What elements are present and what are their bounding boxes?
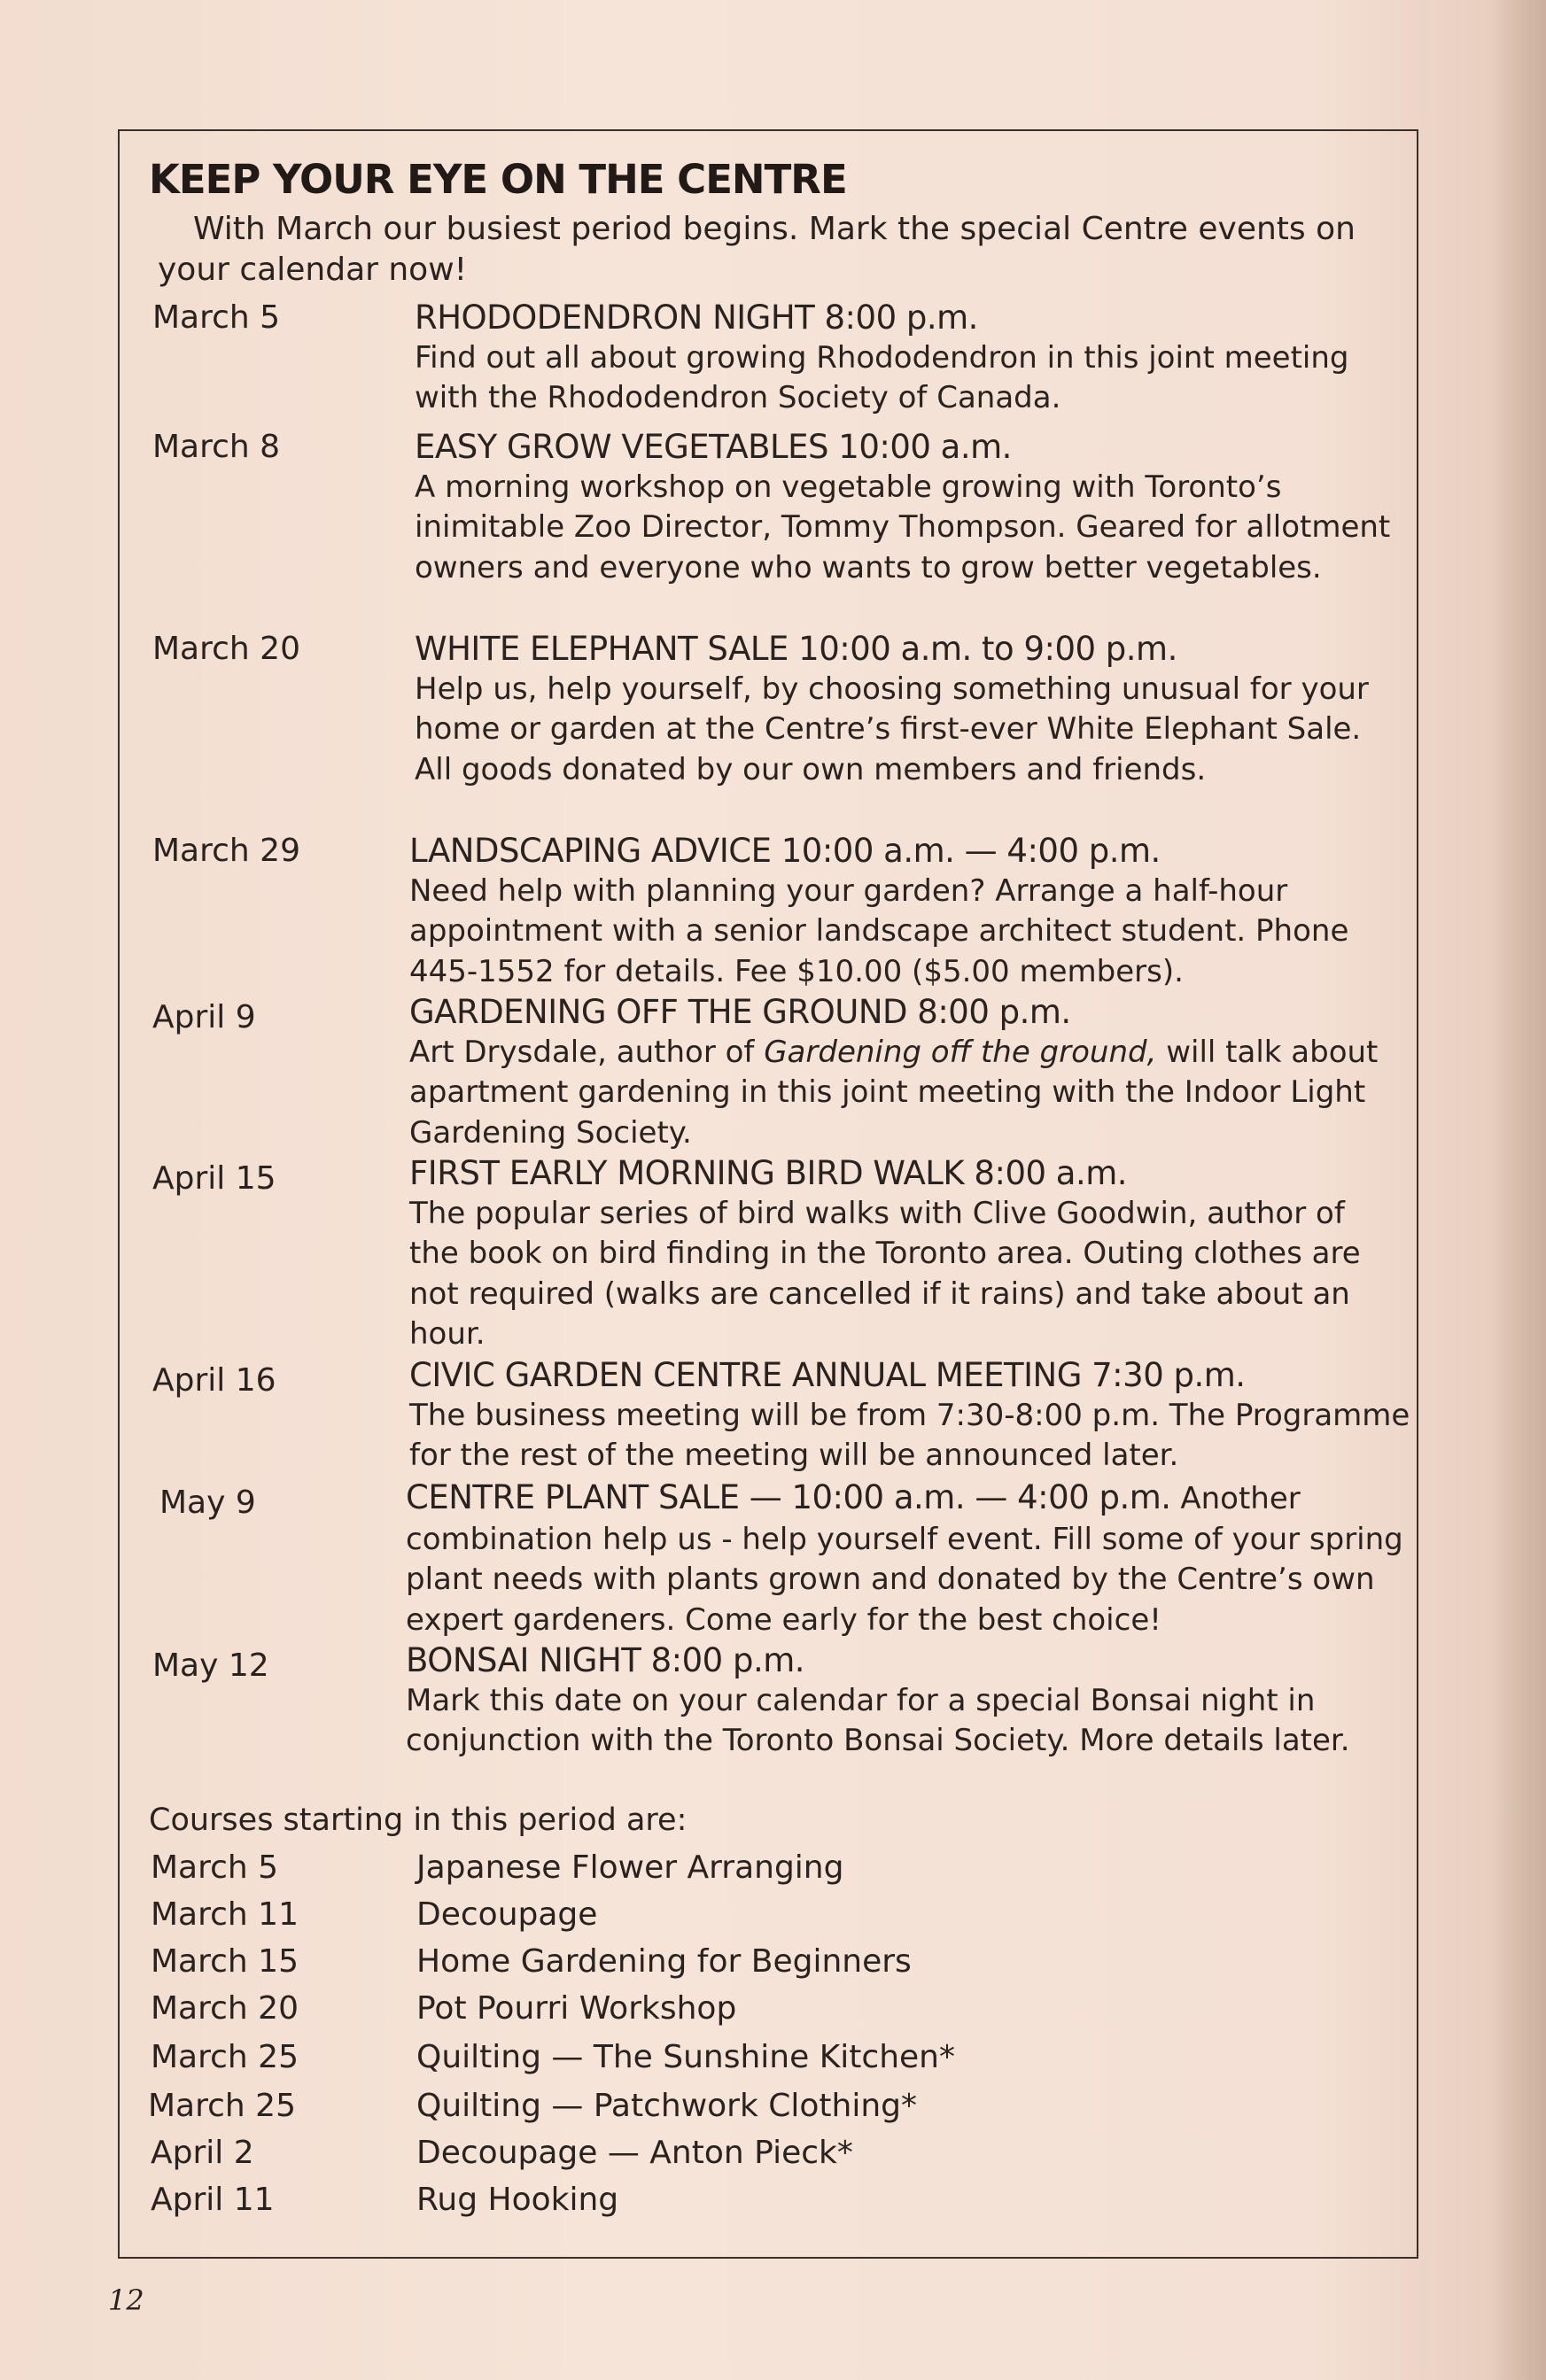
course-date: March 25	[148, 2088, 296, 2124]
course-date: March 5	[151, 1849, 279, 1886]
course-name: Home Gardening for Beginners	[416, 1943, 912, 1980]
page-title: KEEP YOUR EYE ON THE CENTRE	[149, 156, 847, 203]
page-number: 12	[108, 2283, 144, 2317]
event-date: March 20	[152, 631, 300, 667]
event-description: Need help with planning your garden? Arrange a half-hour appointment with a senior landscape architect student. Phone 445-1552 for details. Fee $10.00 ($5.00 members).	[409, 872, 1349, 989]
event-body	[409, 831, 1402, 992]
event-description: The popular series of bird walks with Clive Goodwin, author of the book on bird finding in the Toronto area. Outing clothes are not required (walks are cancelled if it rains) and take about an hour.	[409, 1195, 1361, 1352]
course-name: Rug Hooking	[416, 2182, 619, 2218]
event-body	[415, 629, 1407, 790]
event-date: April 16	[152, 1362, 276, 1399]
course-name: Decoupage	[416, 1896, 598, 1933]
event-date: May 9	[159, 1485, 256, 1521]
description-text: will talk about apartment gardening in this joint meeting with the Indoor Light Gardening Society.	[409, 1034, 1379, 1151]
event-body	[406, 1477, 1425, 1640]
course-date: March 15	[151, 1943, 299, 1980]
event-heading: RHODODENDRON NIGHT 8:00 p.m.	[415, 298, 978, 337]
event-body	[406, 1640, 1425, 1762]
course-date: April 2	[151, 2135, 254, 2171]
event-date: March 8	[152, 429, 281, 465]
event-heading: CENTRE PLANT SALE — 10:00 a.m. — 4:00 p.m.	[406, 1478, 1171, 1516]
course-date: March 11	[151, 1896, 299, 1933]
event-body	[409, 1153, 1402, 1355]
event-date: March 5	[152, 299, 281, 336]
event-description: A morning workshop on vegetable growing with Toronto’s inimitable Zoo Director, Tommy Thompson. Geared for allotment owners and everyone who wants to grow better vegetables.	[415, 469, 1391, 585]
event-description: The business meeting will be from 7:30-8:00 p.m. The Programme for the rest of the meeting will be announced later.	[409, 1397, 1410, 1473]
course-date: April 11	[151, 2182, 275, 2218]
course-name: Japanese Flower Arranging	[416, 1849, 844, 1886]
event-description: Help us, help yourself, by choosing something unusual for your home or garden at the Centre’s first-ever White Elephant Sale. All goods donated by our own members and friends.	[415, 671, 1369, 787]
event-date: April 9	[152, 999, 256, 1035]
course-name: Quilting — Patchwork Clothing*	[416, 2088, 918, 2124]
event-date: April 15	[152, 1160, 276, 1197]
courses-intro: Courses starting in this period are:	[149, 1802, 688, 1838]
book-title: Gardening off the ground,	[764, 1034, 1157, 1070]
course-date: March 25	[151, 2039, 299, 2075]
event-description: Another combination help us - help yourself event. Fill some of your spring plant needs with plants grown and donated by the Centre’s own expert gardeners. Come early for the best choice!	[406, 1481, 1403, 1638]
event-heading: EASY GROW VEGETABLES 10:00 a.m.	[415, 428, 1012, 466]
course-name: Decoupage — Anton Pieck*	[416, 2135, 853, 2171]
event-heading: CIVIC GARDEN CENTRE ANNUAL MEETING 7:30 p.m.	[409, 1356, 1246, 1394]
event-heading: LANDSCAPING ADVICE 10:00 a.m. — 4:00 p.m.	[409, 832, 1161, 870]
course-date: March 20	[151, 1990, 299, 2027]
description-text: Art Drysdale, author of	[409, 1034, 765, 1070]
page-spine-shadow	[1493, 0, 1546, 2380]
event-heading: FIRST EARLY MORNING BIRD WALK 8:00 a.m.	[409, 1154, 1128, 1192]
event-date: May 12	[152, 1647, 269, 1684]
course-name: Pot Pourri Workshop	[416, 1990, 737, 2027]
event-body	[409, 1355, 1419, 1477]
event-description	[409, 1033, 1402, 1154]
course-name: Quilting — The Sunshine Kitchen*	[416, 2039, 955, 2075]
intro-paragraph: With March our busiest period begins. Mark the special Centre events on your calendar now!	[158, 211, 1356, 288]
event-body	[409, 992, 1402, 1153]
event-heading: WHITE ELEPHANT SALE 10:00 a.m. to 9:00 p.m.	[415, 630, 1177, 668]
event-description: Find out all about growing Rhododendron in this joint meeting with the Rhododendron Society of Canada.	[415, 339, 1349, 415]
event-date: March 29	[152, 833, 300, 869]
event-description: Mark this date on your calendar for a special Bonsai night in conjunction with the Toronto Bonsai Society. More details later.	[406, 1682, 1350, 1758]
event-body	[415, 298, 1407, 419]
event-heading: GARDENING OFF THE GROUND 8:00 p.m.	[409, 993, 1071, 1031]
event-heading: BONSAI NIGHT 8:00 p.m.	[406, 1641, 805, 1679]
event-body	[415, 427, 1407, 588]
